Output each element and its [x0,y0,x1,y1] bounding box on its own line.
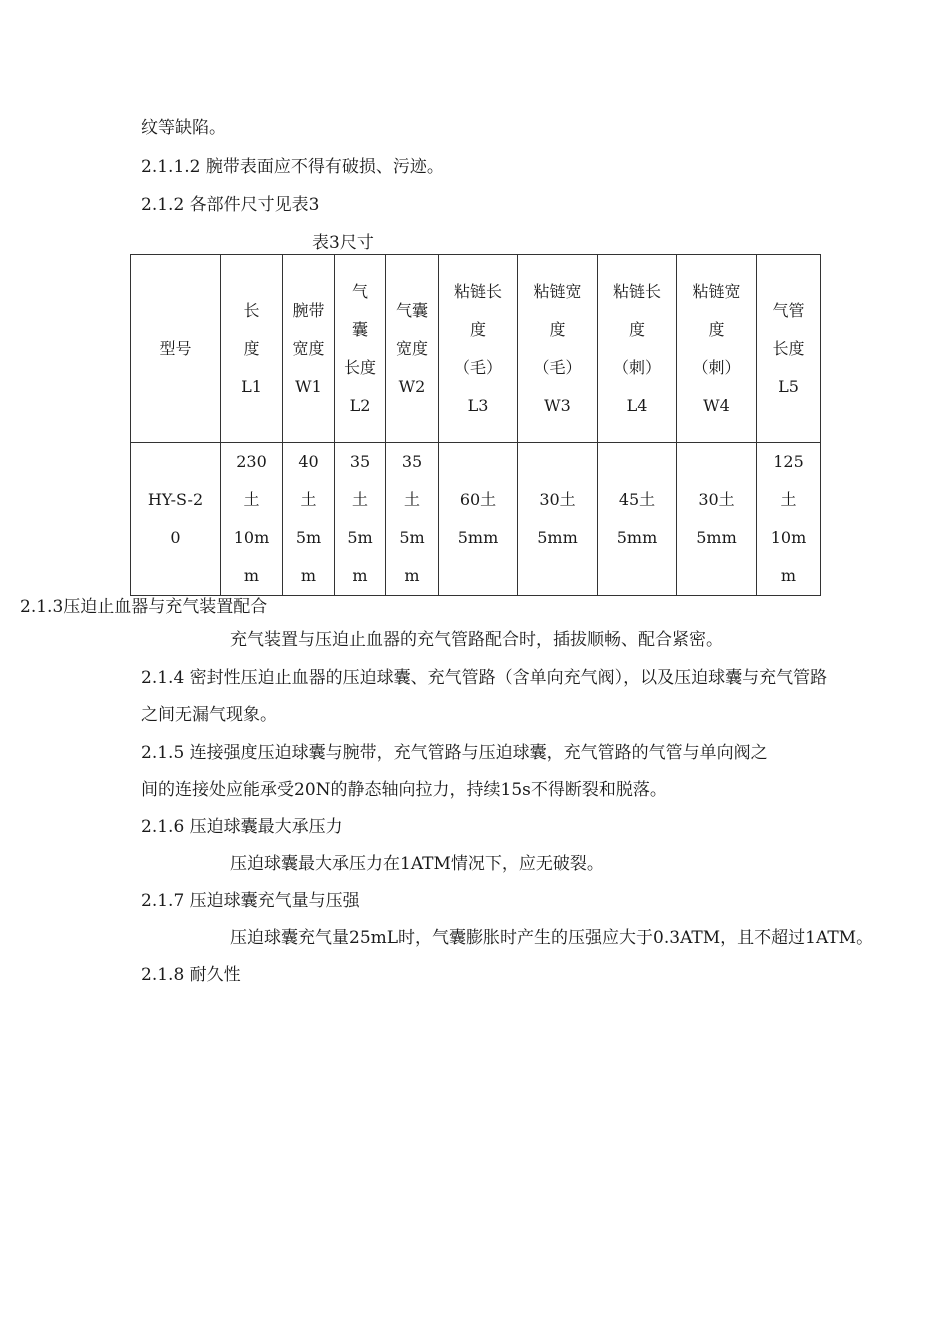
header-cell: 粘链宽 度 （毛） W3 [518,255,598,443]
clause-2-1-2: 2.1.2 各部件尺寸见表3 [141,195,320,215]
header-cell: 长 度 L1 [221,255,283,443]
table-cell: 125 土 10m m [757,443,821,596]
header-cell: 粘链长 度 （毛） L3 [439,255,518,443]
clause-2-1-7-body: 压迫球囊充气量25mL时，气囊膨胀时产生的压强应大于0.3ATM，且不超过1ATM。 [230,928,874,948]
table-cell: HY-S-2 0 [131,443,221,596]
header-cell: 气 囊 长度 L2 [335,255,386,443]
clause-2-1-6: 2.1.6 压迫球囊最大承压力 [141,817,343,837]
table-cell: 30土 5mm [677,443,757,596]
clause-2-1-5: 2.1.5 连接强度压迫球囊与腕带，充气管路与压迫球囊，充气管路的气管与单向阀之 [141,743,768,763]
clause-2-1-8: 2.1.8 耐久性 [141,965,241,985]
clause-2-1-3: 2.1.3压迫止血器与充气装置配合 [20,597,268,617]
table-cell: 45土 5mm [598,443,677,596]
clause-2-1-4-cont: 之间无漏气现象。 [141,705,277,725]
clause-2-1-1-2: 2.1.1.2 腕带表面应不得有破损、污迹。 [141,157,444,177]
clause-2-1-5-cont: 间的连接处应能承受20N的静态轴向拉力，持续15s不得断裂和脱落。 [141,780,667,800]
table-cell: 35 土 5m m [386,443,439,596]
header-cell: 气管 长度 L5 [757,255,821,443]
header-cell: 粘链长 度 （刺） L4 [598,255,677,443]
table-cell: 30土 5mm [518,443,598,596]
dimension-table [130,254,821,596]
text-line-defects: 纹等缺陷。 [141,118,226,138]
table-cell: 60土 5mm [439,443,518,596]
table-cell: 40 土 5m m [283,443,335,596]
header-cell: 型号 [131,255,221,443]
clause-2-1-6-body: 压迫球囊最大承压力在1ATM情况下，应无破裂。 [230,854,604,874]
header-cell: 腕带 宽度 W1 [283,255,335,443]
table-caption: 表3尺寸 [312,233,374,253]
table-cell: 230 土 10m m [221,443,283,596]
clause-2-1-3-body: 充气装置与压迫止血器的充气管路配合时，插拔顺畅、配合紧密。 [230,630,723,650]
clause-2-1-7: 2.1.7 压迫球囊充气量与压强 [141,891,360,911]
clause-2-1-4: 2.1.4 密封性压迫止血器的压迫球囊、充气管路（含单向充气阀），以及压迫球囊与充气管路 [141,668,828,688]
header-cell: 气囊 宽度 W2 [386,255,439,443]
header-cell: 粘链宽 度 （刺） W4 [677,255,757,443]
table-row [131,443,821,596]
table-cell: 35 土 5m m [335,443,386,596]
table-header-row [131,255,821,443]
